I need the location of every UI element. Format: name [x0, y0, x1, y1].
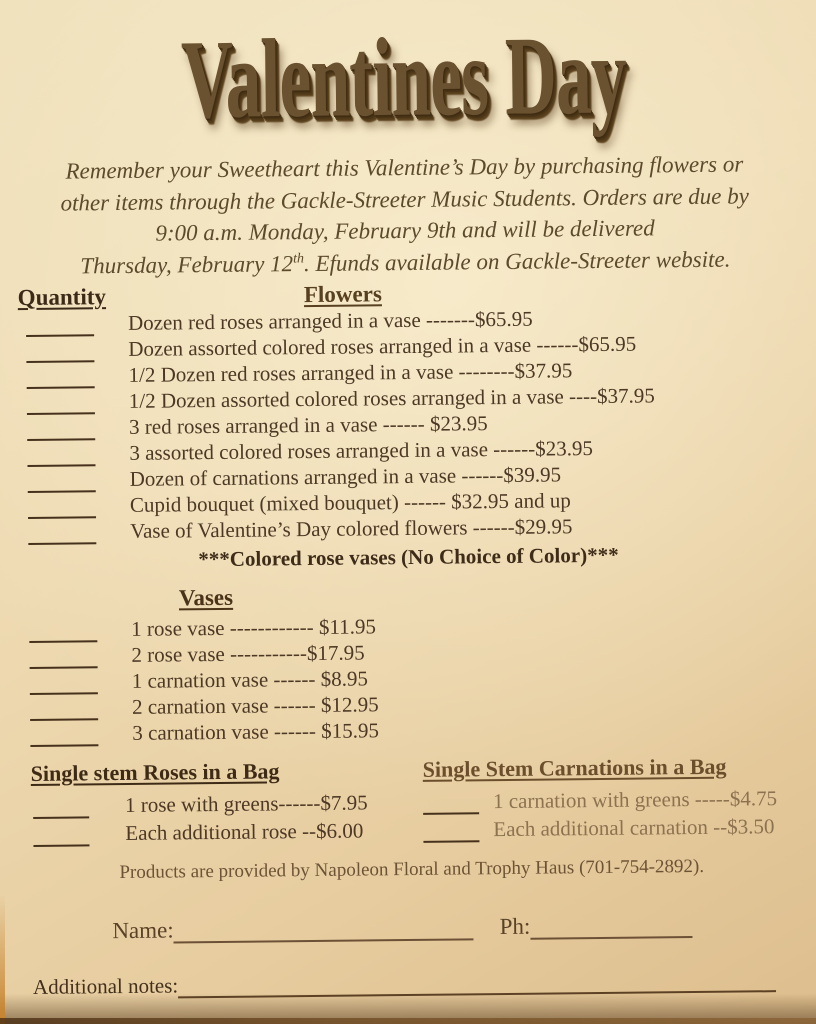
vase-item-text: 1 carnation vase ------ $8.95: [131, 666, 369, 693]
intro-line-3: 9:00 a.m. Monday, February 9th and will be delivered: [155, 215, 655, 247]
flower-item-text: 3 assorted colored roses arranged in a vase ------$23.95: [129, 435, 594, 465]
flower-item-text: 1/2 Dozen red roses arranged in a vase --------$37.95: [128, 358, 573, 387]
rose-bag-item-text: 1 rose with greens------$7.95: [124, 790, 368, 817]
single-stem-sections: [3, 753, 816, 848]
carnation-bag-item-row: [407, 811, 816, 843]
vase-item-text: 2 carnation vase ------ $12.95: [131, 692, 379, 719]
quantity-blank-line: [26, 366, 94, 389]
name-label: Name:: [112, 917, 174, 944]
rose-bag-item-row: [3, 815, 407, 847]
carnation-bag-item-text: Each additional carnation --$3.50: [493, 814, 775, 842]
name-blank-line: [174, 914, 474, 943]
vase-item-text: 3 carnation vase ------ $15.95: [132, 718, 380, 745]
quantity-blank-line: [27, 392, 95, 415]
single-stem-roses-section: [3, 757, 408, 847]
phone-blank-line: [530, 912, 692, 940]
phone-label: Ph:: [499, 913, 531, 939]
intro-line-4: Thursday, February 12th. Efunds available on Gackle-Streeter website.: [80, 246, 731, 279]
superscript-th: th: [292, 251, 305, 267]
colored-vases-note: ***Colored rose vases (No Choice of Color)***: [198, 542, 619, 572]
quantity-blank-line: [30, 698, 98, 721]
quantity-blank-line: [28, 496, 96, 519]
photo-edge-bottom: [0, 1018, 816, 1024]
flower-item-text: Dozen assorted colored roses arranged in a vase ------$65.95: [128, 331, 637, 361]
flower-item-text: Vase of Valentine’s Day colored flowers ------$29.95: [130, 514, 573, 543]
photo-edge-left: [0, 894, 5, 1024]
flower-item-text: 1/2 Dozen assorted colored roses arranged in a vase ----$37.95: [128, 383, 655, 413]
vases-header: Vases: [178, 584, 234, 611]
vase-item-text: 2 rose vase -----------$17.95: [131, 640, 365, 667]
quantity-blank-line: [33, 796, 89, 819]
quantity-blank-line: [423, 792, 479, 815]
notes-blank-line: [178, 968, 776, 998]
quantity-blank-line: [26, 314, 94, 337]
flower-item-text: Dozen red roses arranged in a vase -------$65.95: [127, 306, 533, 335]
flower-item-text: 3 red roses arranged in a vase ------ $23.95: [128, 411, 488, 439]
single-stem-roses-header: Single stem Roses in a Bag: [30, 758, 280, 786]
quantity-blank-line: [33, 824, 89, 847]
carnation-bag-item-text: 1 carnation with greens -----$4.75: [492, 786, 778, 814]
quantity-blank-line: [30, 672, 98, 695]
flowers-header: Flowers: [303, 281, 382, 308]
notes-label: Additional notes:: [32, 973, 179, 999]
name-phone-row: [112, 911, 816, 944]
single-stem-carnations-section: [407, 753, 816, 843]
quantity-header: Quantity: [17, 284, 107, 311]
quantity-blank-line: [28, 470, 96, 493]
quantity-blank-line: [26, 340, 94, 363]
quantity-blank-line: [27, 418, 95, 441]
carnation-bag-item-row: [407, 783, 816, 815]
quantity-blank-line: [423, 820, 479, 843]
page-title: Valentines Day: [180, 13, 627, 143]
quantity-blank-line: [28, 522, 96, 545]
rose-bag-item-text: Each additional rose --$6.00: [125, 818, 364, 845]
quantity-blank-line: [29, 646, 97, 669]
quantity-blank-line: [27, 444, 95, 467]
single-stem-carnations-header: Single Stem Carnations in a Bag: [422, 753, 727, 782]
intro-line-1: Remember your Sweetheart this Valentine’s Day by purchasing flowers or: [65, 151, 744, 184]
intro-line-2: other items through the Gackle-Streeter Music Students. Orders are due by: [60, 183, 750, 216]
provider-note: Products are provided by Napoleon Floral and Trophy Haus (701-754-2892).: [119, 855, 705, 883]
flower-item-text: Dozen of carnations arranged in a vase ------$39.95: [129, 462, 562, 491]
quantity-blank-line: [29, 620, 97, 643]
additional-notes-row: [33, 967, 776, 1000]
quantity-blank-line: [30, 724, 98, 747]
rose-bag-item-row: [3, 787, 407, 819]
flower-item-text: Cupid bouquet (mixed bouquet) ------ $32.95 and up: [129, 488, 571, 517]
vase-item-text: 1 rose vase ------------ $11.95: [131, 614, 377, 641]
